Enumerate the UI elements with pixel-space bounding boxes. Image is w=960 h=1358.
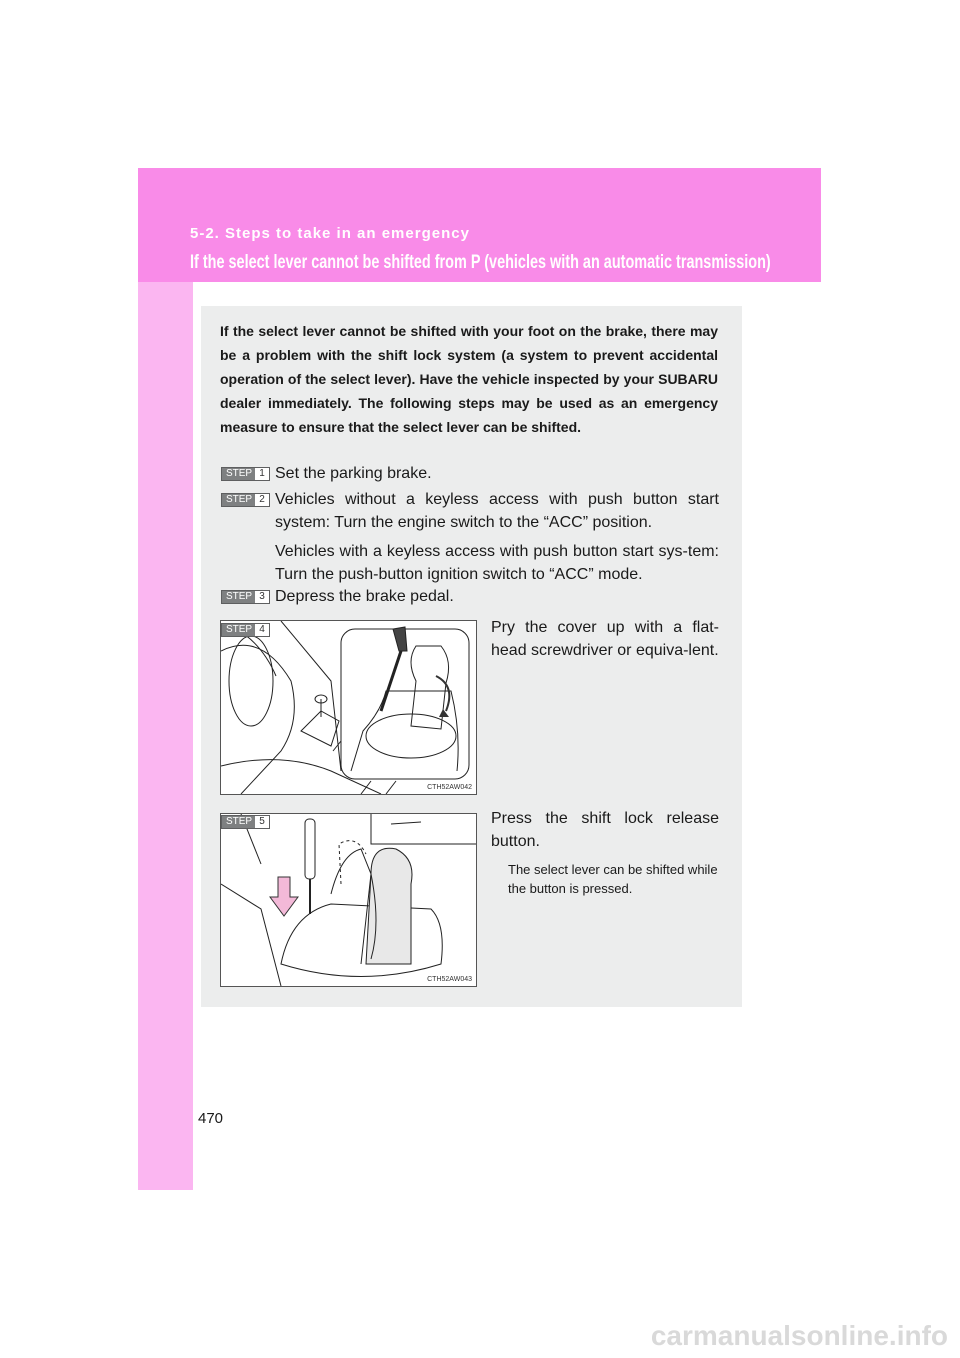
step-4-text: Pry the cover up with a flat-head screwdriver or equiva-lent.	[491, 619, 719, 659]
intro-text: If the select lever cannot be shifted with your foot on the brake, there may be a problem with the shift lock system (a system to prevent accidental operation of the select lever). Have the vehicle inspected by your SUBARU dealer immediately. The following steps may be used as an emergency measure to ensure that the select lever can be shifted.	[220, 323, 718, 435]
step-label: STEP	[225, 494, 253, 505]
step-5-illustration	[220, 813, 477, 987]
step-label: STEP	[225, 816, 253, 827]
step-label: STEP	[225, 468, 253, 479]
step-1-badge	[221, 467, 270, 481]
section-label: 5-2. Steps to take in an emergency	[190, 225, 470, 242]
page-title: If the select lever cannot be shifted from P (vehicles with an automatic transmission)	[190, 252, 771, 273]
watermark-text: carmanualsonline.info	[650, 1320, 948, 1351]
step-5-text: Press the shift lock release button.	[491, 810, 719, 850]
step-number: 5	[255, 816, 269, 828]
page-number: 470	[198, 1110, 224, 1127]
side-tab	[138, 168, 193, 1190]
step-2-text-alt: Vehicles with a keyless access with push button start sys-tem: Turn the push-button ignition switch to “ACC” mode.	[275, 543, 719, 583]
step-label: STEP	[225, 624, 253, 635]
step-3-badge	[221, 590, 270, 604]
image-code: CTH52AW042	[427, 784, 472, 791]
step-2-badge	[221, 493, 270, 507]
step-4-badge	[221, 623, 270, 637]
step-5-badge	[221, 815, 270, 829]
step-number: 1	[255, 468, 269, 480]
page-header	[138, 168, 821, 282]
shift-cover-drawing	[221, 621, 476, 794]
content-panel	[201, 306, 742, 1007]
step-2-text: Vehicles without a keyless access with push button start system: Turn the engine switch to the “ACC” position.	[275, 491, 719, 531]
step-5-note: The select lever can be shifted while the button is pressed.	[508, 862, 718, 896]
watermark	[0, 1320, 960, 1352]
shift-lock-release-drawing	[221, 814, 476, 986]
step-4-illustration	[220, 620, 477, 795]
image-code: CTH52AW043	[427, 976, 472, 983]
step-number: 4	[255, 624, 269, 636]
step-1-text: Set the parking brake.	[275, 465, 432, 482]
step-number: 3	[255, 591, 269, 603]
step-number: 2	[255, 494, 269, 506]
step-3-text: Depress the brake pedal.	[275, 588, 454, 605]
step-label: STEP	[225, 591, 253, 602]
